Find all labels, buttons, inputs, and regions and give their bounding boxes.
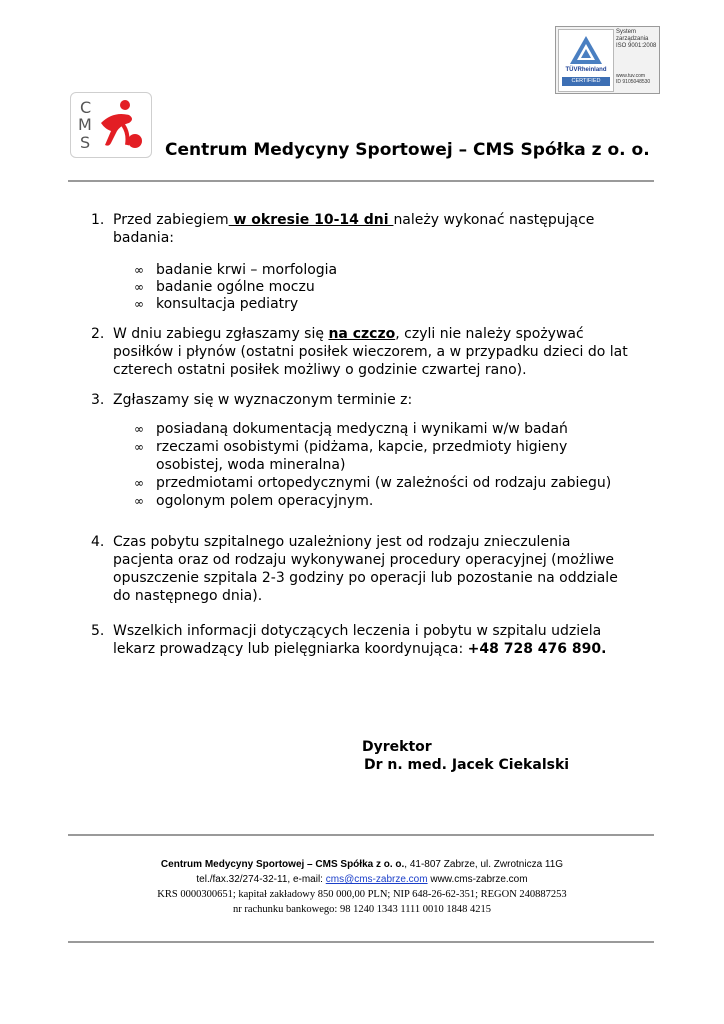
list-item: badanie ogólne moczu <box>156 279 315 295</box>
item-4-number: 4. <box>91 534 105 550</box>
list-item: konsultacja pediatry <box>156 296 299 312</box>
bullet-symbol: ∞ <box>134 280 144 294</box>
list-item: przedmiotami ortopedycznymi (w zależności od rodzaju zabiegu) <box>156 475 612 491</box>
footer-email-link[interactable]: cms@cms-zabrze.com <box>325 874 428 885</box>
item-2-text-b: , czyli nie należy spożywać <box>395 326 584 342</box>
list-item: ogolonym polem operacyjnym. <box>156 493 374 509</box>
cms-logo-graphic <box>71 93 151 157</box>
item-1-emphasis: w okresie 10-14 dni <box>228 212 394 228</box>
bullet-symbol: ∞ <box>134 440 144 454</box>
tuv-triangle-icon <box>569 35 603 65</box>
item-2-text <box>113 325 673 379</box>
tuv-web-line: www.tuv.com <box>616 73 646 79</box>
tuv-web-text <box>616 73 658 85</box>
tuv-system-text <box>616 29 658 50</box>
page-title: Centrum Medycyny Sportowej – CMS Spółka z o. o. <box>165 140 650 160</box>
list-item: posiadaną dokumentacją medyczną i wynikami w/w badań <box>156 421 568 437</box>
item-4-line: Czas pobytu szpitalnego uzależniony jest od rodzaju znieczulenia <box>113 534 571 550</box>
footer-bank-account: nr rachunku bankowego: 98 1240 1343 1111 0010 1848 4215 <box>232 904 492 915</box>
bullet-symbol: ∞ <box>134 476 144 490</box>
item-2-number: 2. <box>91 326 105 342</box>
item-1-text <box>113 211 673 247</box>
tuv-system-line: zarządzania <box>616 36 649 42</box>
item-4-line: do następnego dnia). <box>113 588 263 604</box>
item-4-line: pacjenta oraz od rodzaju wykonywanej procedury operacyjnej (możliwe <box>113 552 615 568</box>
list-item-continuation: osobistej, woda mineralna) <box>156 457 346 473</box>
item-5-text <box>113 622 673 658</box>
tuv-certificate-badge <box>555 26 660 94</box>
footer-registry: KRS 0000300651; kapitał zakładowy 850 000,00 PLN; NIP 648-26-62-351; REGON 240887253 <box>157 889 567 900</box>
item-5-line: lekarz prowadzący lub pielęgniarka koordynująca: <box>113 641 468 657</box>
list-item: rzeczami osobistymi (pidżama, kapcie, przedmioty higieny <box>156 439 568 455</box>
footer-contact-line <box>80 872 644 888</box>
footer-address: , 41-807 Zabrze, ul. Zwrotnicza 11G <box>404 859 564 870</box>
item-1-number: 1. <box>91 212 105 228</box>
svg-text:C: C <box>80 98 92 117</box>
signature-role: Dyrektor <box>362 739 432 755</box>
tuv-system-line: ISO 9001:2008 <box>616 43 657 49</box>
bullet-symbol: ∞ <box>134 263 144 277</box>
signature-name: Dr n. med. Jacek Ciekalski <box>364 757 570 773</box>
bullet-symbol: ∞ <box>134 297 144 311</box>
footer-divider-top <box>68 834 654 836</box>
item-2-text-a: W dniu zabiegu zgłaszamy się <box>113 326 329 342</box>
tuv-brand: TÜVRheinland <box>565 67 607 73</box>
item-4-line: opuszczenie szpitala 2-3 godziny po operacji lub pozostanie na oddziale <box>113 570 618 586</box>
svg-text:S: S <box>80 133 91 152</box>
item-2-text-d: czterech ostatni posiłek możliwy o godzinie czwartej rano). <box>113 362 527 378</box>
footer-company-name: Centrum Medycyny Sportowej – CMS Spółka z o. o. <box>160 859 405 870</box>
item-5-line: Wszelkich informacji dotyczących leczenia i pobytu w szpitalu udziela <box>113 623 602 639</box>
footer-phone: tel./fax.32/274-32-11, e-mail: <box>196 874 326 885</box>
item-1-text-a: Przed zabiegiem <box>113 212 229 228</box>
footer-website: www.cms-zabrze.com <box>427 874 528 885</box>
item-2-emphasis: na czczo <box>328 326 396 342</box>
item-3-text: Zgłaszamy się w wyznaczonym terminie z: <box>113 392 413 408</box>
phone-number: +48 728 476 890. <box>467 641 607 657</box>
item-5-number: 5. <box>91 623 105 639</box>
bullet-symbol: ∞ <box>134 422 144 436</box>
svg-text:M: M <box>78 115 92 134</box>
list-item: badanie krwi – morfologia <box>156 262 338 278</box>
tuv-logo <box>558 29 614 92</box>
item-4-text <box>113 533 673 605</box>
tuv-id-line: ID 9105048530 <box>616 79 651 85</box>
item-3-number: 3. <box>91 392 105 408</box>
item-1-text-b: należy wykonać następujące <box>393 212 595 228</box>
tuv-certified: CERTIFIED <box>562 77 610 86</box>
header-divider <box>68 180 654 182</box>
item-2-text-c: posiłków i płynów (ostatni posiłek wieczorem, a w przypadku dzieci do lat <box>113 344 628 360</box>
bullet-symbol: ∞ <box>134 494 144 508</box>
footer-divider-bottom <box>68 941 654 943</box>
footer-company-line <box>80 857 644 873</box>
item-1-text-c: badania: <box>113 230 174 246</box>
cms-logo <box>70 92 152 158</box>
tuv-system-line: System <box>616 29 637 35</box>
